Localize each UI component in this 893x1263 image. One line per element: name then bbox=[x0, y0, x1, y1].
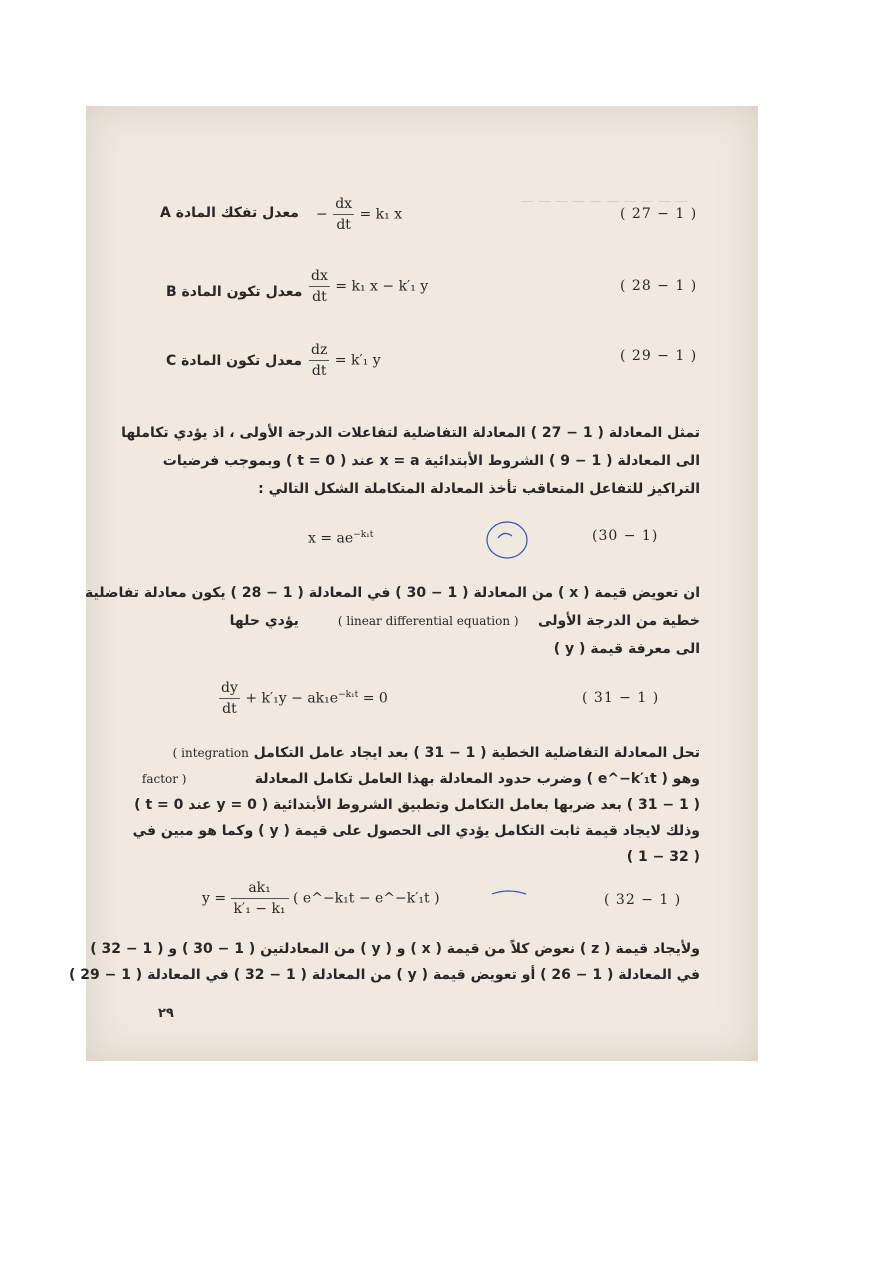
eq29-fraction bbox=[308, 342, 330, 379]
pen-squiggle bbox=[498, 533, 512, 538]
eq27-denominator: dt bbox=[333, 214, 354, 233]
pen-dash-shape bbox=[492, 891, 526, 894]
bleed-through-text: — — — — — — — — — — bbox=[520, 194, 688, 209]
eq32-number: ( 32 − 1 ) bbox=[604, 892, 682, 908]
eq29-label: معدل تكون المادة C bbox=[166, 353, 302, 369]
para1-line3: التراكيز للتفاعل المتعاقب تأخذ المعادلة المتكاملة الشكل التالي : bbox=[258, 481, 700, 497]
para3-line2-english: factor ) bbox=[141, 772, 187, 786]
eq29-formula bbox=[308, 342, 381, 379]
eq31-formula bbox=[218, 680, 388, 717]
para3-line4: وذلك لايجاد قيمة ثابت التكامل يؤدي الى الحصول على قيمة ( y ) وكما هو مبين في bbox=[132, 823, 700, 839]
page-number: ٢٩ bbox=[158, 1006, 174, 1021]
para2-line3: الى معرفة قيمة ( y ) bbox=[553, 641, 700, 657]
para2-line2-end: يؤدي حلها bbox=[229, 613, 299, 629]
eq28-label: معدل تكون المادة B bbox=[166, 284, 303, 300]
para3-line5: ( 32 − 1 ) bbox=[626, 849, 700, 865]
para3-line1-arabic: تحل المعادلة التفاضلية الخطية ( 1 − 31 ) بعد ايجاد عامل التكامل bbox=[253, 745, 700, 761]
eq29-number: ( 29 − 1 ) bbox=[620, 348, 698, 364]
para2-line2 bbox=[230, 608, 700, 634]
eq31-numerator: dy bbox=[221, 680, 238, 696]
eq32-rhs: ( e^−k₁t − e^−k′₁t ) bbox=[293, 890, 440, 907]
eq27-numerator: dx bbox=[335, 196, 353, 212]
eq31-fraction bbox=[218, 680, 241, 717]
eq28-fraction bbox=[308, 268, 331, 305]
eq31-rhs: + k′₁y − ak₁e bbox=[245, 690, 339, 707]
eq30-exponent: −k₁t bbox=[353, 530, 374, 540]
eq27-rhs: = k₁ x bbox=[359, 206, 403, 223]
eq27-formula bbox=[316, 196, 402, 233]
eq32-formula bbox=[202, 880, 440, 917]
scanned-page bbox=[68, 106, 758, 1061]
eq30-expression: x = ae bbox=[308, 530, 354, 547]
eq30-formula bbox=[308, 530, 373, 547]
pen-circle-mark bbox=[484, 516, 534, 564]
eq32-fraction bbox=[231, 880, 289, 917]
para3-line3: ( 1 − 31 ) بعد ضربها بعامل التكامل وتطبيق الشروط الأبتدائية ( y = 0 عند t = 0 ) bbox=[134, 797, 700, 813]
para3-line1 bbox=[173, 740, 700, 766]
para4-line1: ولأيجاد قيمة ( z ) نعوض كلاً من قيمة ( x ) و ( y ) من المعادلتين ( 1 − 30 ) و ( 1 − 32 ) bbox=[90, 941, 700, 957]
para2-line1: ان تعويض قيمة ( x ) من المعادلة ( 1 − 30 ) في المعادلة ( 1 − 28 ) يكون معادلة تفاضلية bbox=[85, 585, 700, 601]
pen-circle-shape bbox=[487, 522, 527, 558]
eq29-numerator: dz bbox=[311, 342, 328, 358]
para2-line2-english: ( linear differential equation ) bbox=[337, 614, 519, 628]
eq31-denominator: dt bbox=[219, 698, 240, 717]
eq32-lhs: y = bbox=[202, 890, 227, 907]
eq29-rhs: = k′₁ y bbox=[334, 352, 381, 369]
eq31-tail: = 0 bbox=[362, 690, 388, 707]
eq27-number: ( 27 − 1 ) bbox=[620, 206, 698, 222]
pen-dash-mark bbox=[490, 886, 530, 900]
eq28-formula bbox=[308, 268, 428, 305]
eq32-denominator: k′₁ − k₁ bbox=[231, 898, 289, 917]
eq28-rhs: = k₁ x − k′₁ y bbox=[335, 278, 429, 295]
eq28-number: ( 28 − 1 ) bbox=[620, 278, 698, 294]
eq28-denominator: dt bbox=[309, 286, 330, 305]
para4-line2: في المعادلة ( 1 − 26 ) أو تعويض قيمة ( y ) من المعادلة ( 1 − 32 ) في المعادلة ( 1 − 29 ) bbox=[68, 967, 700, 983]
eq29-denominator: dt bbox=[309, 360, 330, 379]
eq27-label: معدل تفكك المادة A bbox=[160, 205, 299, 221]
para1-line1: تمثل المعادلة ( 1 − 27 ) المعادلة التفاضلية لتفاعلات الدرجة الأولى ، اذ يؤدي تكاملها bbox=[121, 425, 700, 441]
eq28-numerator: dx bbox=[311, 268, 328, 284]
eq27-fraction bbox=[332, 196, 355, 233]
eq31-exponent: −k₁t bbox=[338, 689, 359, 700]
eq31-number: ( 31 − 1 ) bbox=[582, 690, 660, 706]
para3-line2-arabic: وهو ( e^−k′₁t ) وضرب حدود المعادلة بهذا العامل تكامل المعادلة bbox=[254, 771, 700, 787]
eq27-minus: − bbox=[316, 206, 328, 223]
eq32-numerator: ak₁ bbox=[248, 880, 271, 896]
eq30-number: (30 − 1) bbox=[592, 528, 659, 544]
para2-line2-arabic: خطية من الدرجة الأولى bbox=[538, 613, 700, 629]
para1-line2: الى المعادلة ( 1 − 9 ) الشروط الأبتدائية x = a عند ( t = 0 ) وبموجب فرضيات bbox=[162, 453, 700, 469]
para3-line2 bbox=[142, 766, 700, 792]
para3-line1-english: ( integration bbox=[172, 746, 249, 760]
